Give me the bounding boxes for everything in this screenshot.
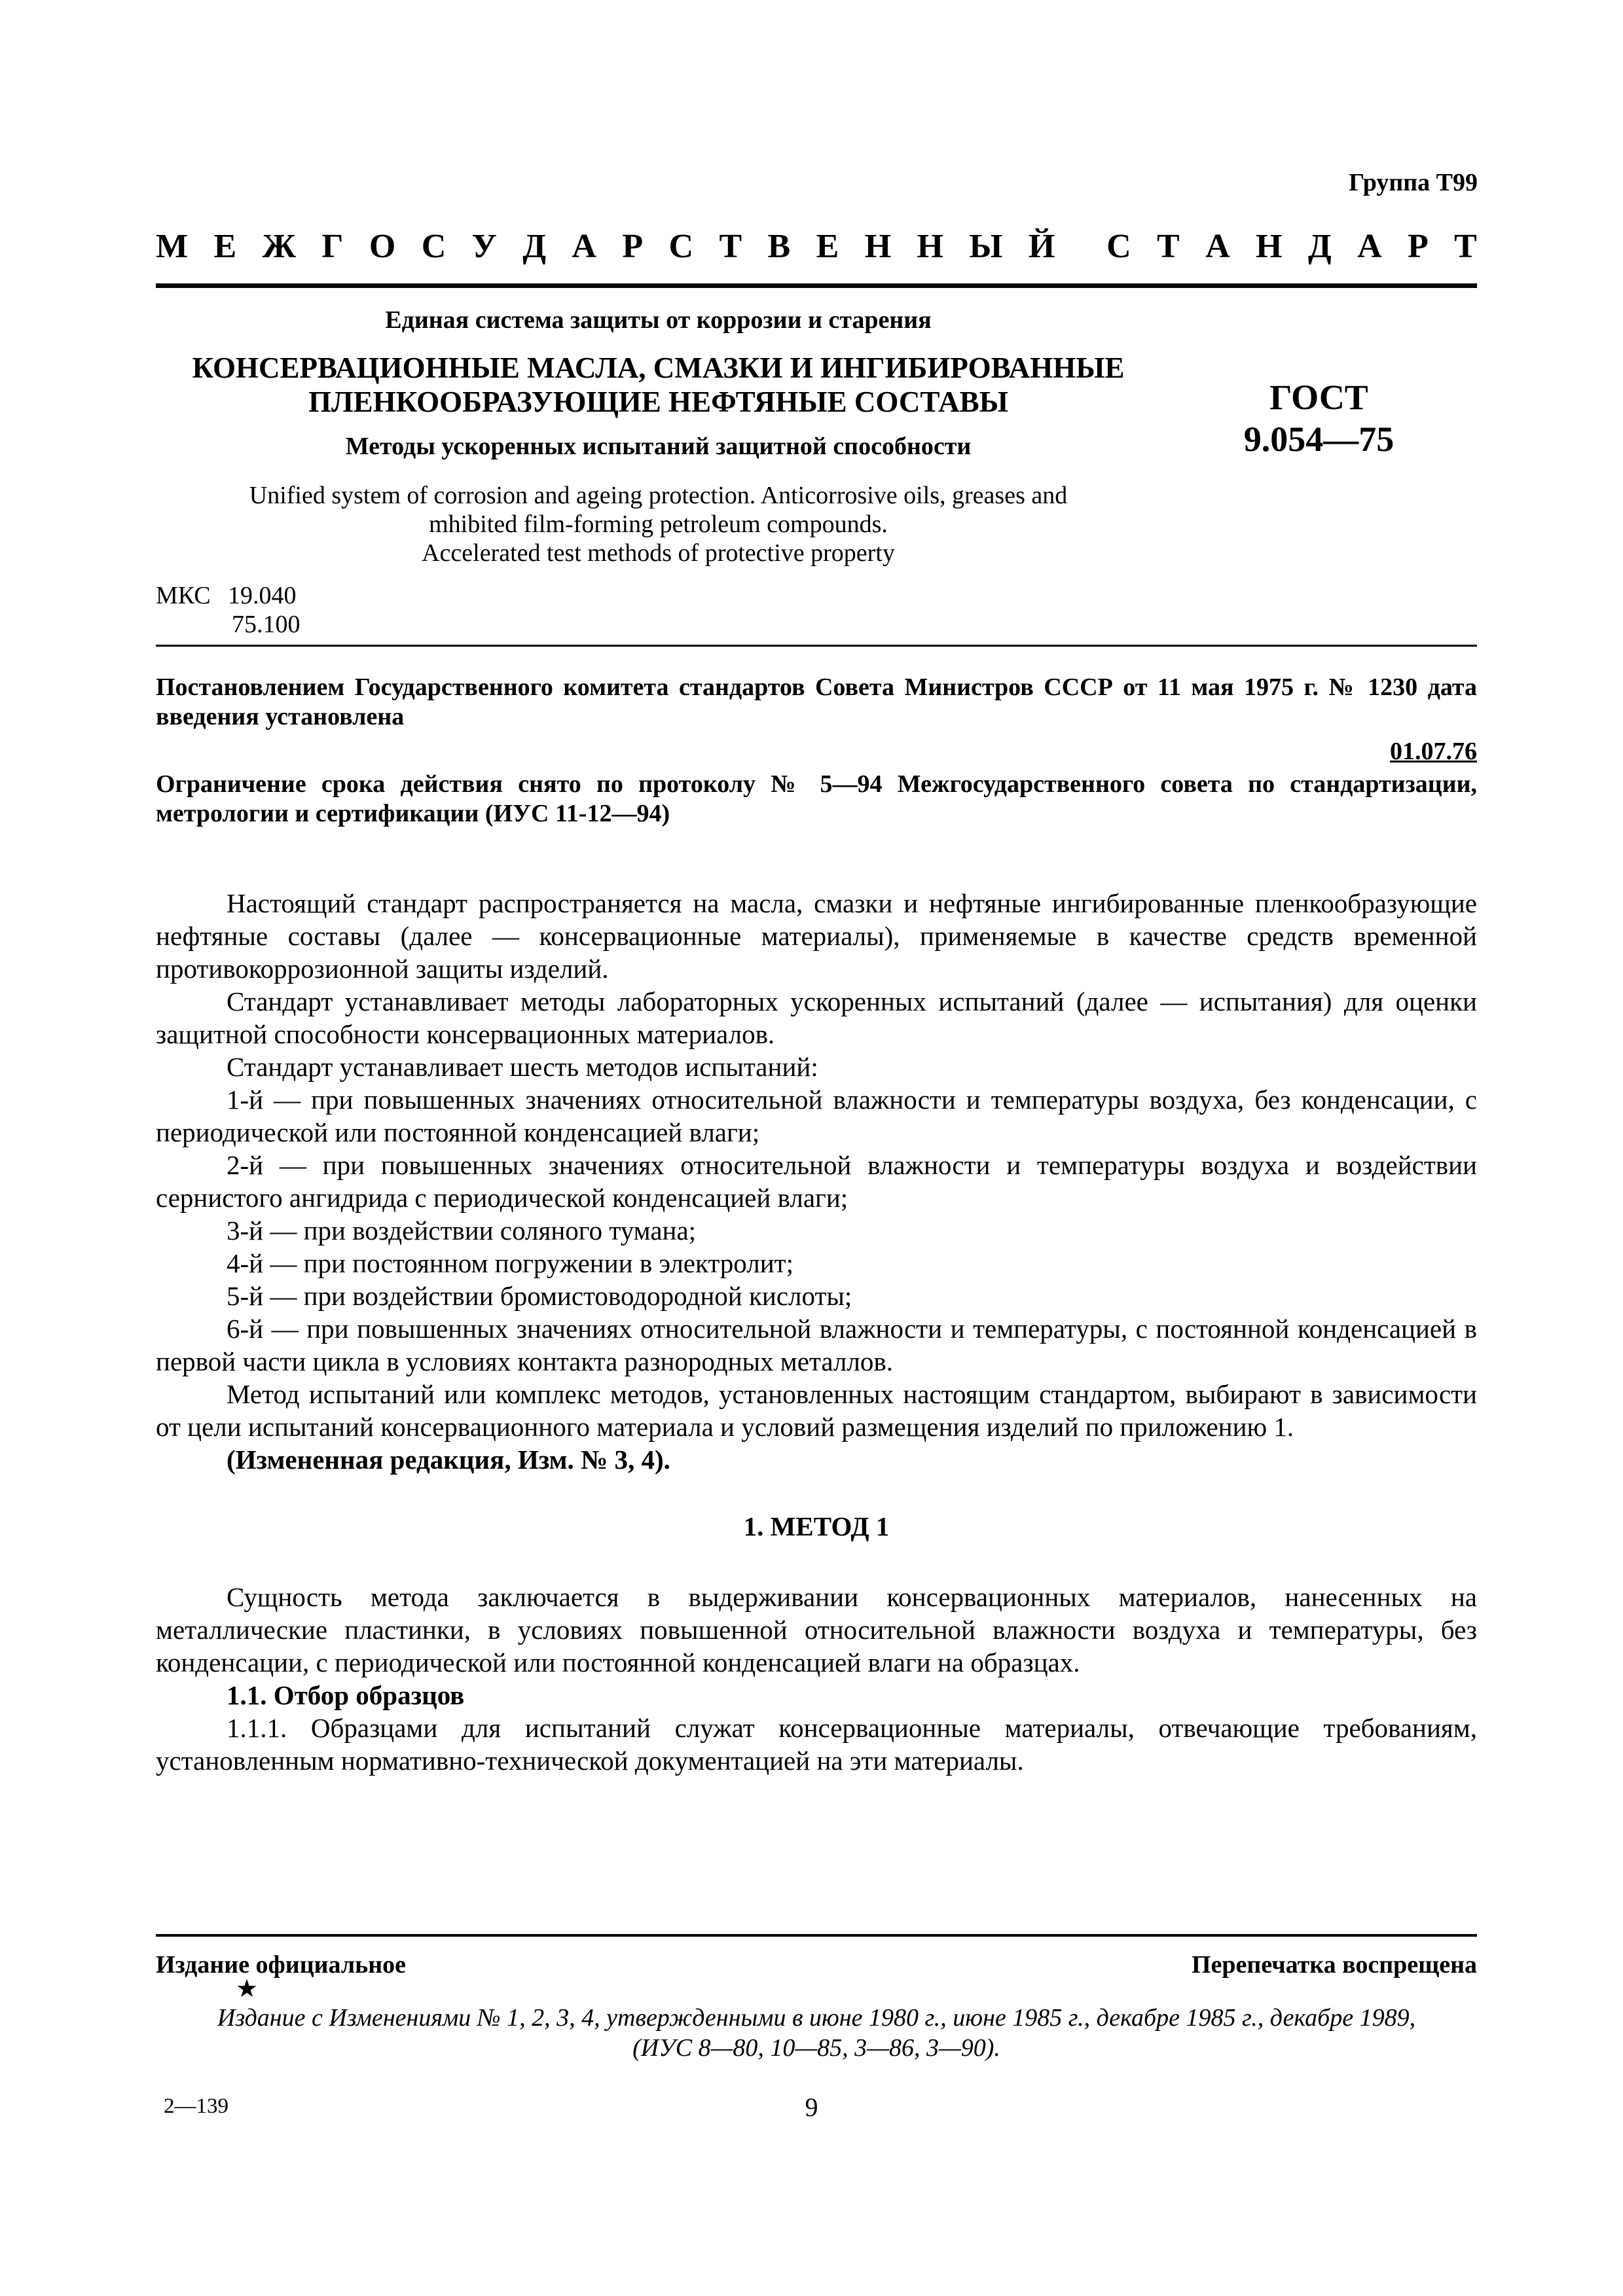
- header-rule: [156, 283, 1477, 288]
- section-heading: 1. МЕТОД 1: [743, 1511, 890, 1541]
- banner-letter: Д: [522, 228, 546, 265]
- banner-letter: М: [156, 228, 189, 265]
- banner-letter: Г: [321, 228, 344, 265]
- series-title: Единая система защиты от коррозии и старения: [385, 306, 932, 334]
- edition-note-line: Издание с Изменениями № 1, 2, 3, 4, утвержденными в июне 1980 г., июне 1985 г., декабре 1985 г., декабре 1989,: [217, 2004, 1416, 2032]
- footer-rule: [156, 1934, 1477, 1937]
- banner-letter: А: [572, 228, 596, 265]
- method-item: 2-й — при повышенных значениях относительной влажности и температуры воздуха и воздействии сернистого ангидрида с периодической конденсацией влаги;: [156, 1150, 1477, 1213]
- mks-label: МКС: [156, 582, 211, 609]
- edition-note: [156, 2003, 1477, 2063]
- banner-letter: С: [668, 228, 694, 265]
- group-label: Группа Т99: [1348, 169, 1478, 196]
- banner-letter: Ы: [969, 228, 1003, 265]
- banner-letter: Д: [1307, 228, 1332, 265]
- limitation-note: Ограничение срока действия снято по протоколу № 5—94 Межгосударственного совета по стандартизации, метрологии и сертификации (ИУС 11-12—94): [156, 770, 1477, 827]
- document-body: [156, 887, 1477, 1777]
- banner-letter: Е: [213, 228, 237, 265]
- page-number: 9: [805, 2092, 818, 2122]
- paragraph: Стандарт устанавливает шесть методов испытаний:: [227, 1052, 818, 1082]
- gost-label: ГОСТ: [1269, 378, 1368, 417]
- gost-number: 9.054—75: [1243, 420, 1395, 459]
- english-title: [156, 481, 1161, 567]
- paragraph: Настоящий стандарт распространяется на масла, смазки и нефтяные ингибированные пленкообразующие нефтяные составы (далее — консервационные материалы), применяемые в качестве средств временной противокоррозионной защиты изделий.: [156, 888, 1477, 984]
- subsection-heading: 1.1. Отбор образцов: [227, 1680, 465, 1710]
- banner-letter: Т: [719, 228, 742, 265]
- paragraph: Метод испытаний или комплекс методов, установленных настоящим стандартом, выбирают в зависимости от цели испытаний консервационного материала и условий размещения изделий по приложению 1.: [156, 1379, 1477, 1442]
- english-title-line: Accelerated test methods of protective property: [422, 539, 895, 567]
- banner-letter: Е: [816, 228, 839, 265]
- english-title-line: Unified system of corrosion and ageing protection. Anticorrosive oils, greases and: [249, 482, 1068, 509]
- banner-letter: У: [471, 228, 497, 265]
- gost-designation: [1161, 376, 1477, 460]
- star-icon: ★: [236, 1975, 259, 2003]
- banner-letter: Т: [1454, 228, 1477, 265]
- paragraph: 1.1.1. Образцами для испытаний служат консервационные материалы, отвечающие требованиям, установленным нормативно-технической документацией на эти материалы.: [156, 1713, 1477, 1776]
- method-item: 3-й — при воздействии соляного тумана;: [227, 1215, 697, 1246]
- official-edition-label: Издание официальное: [156, 1951, 407, 1979]
- introduction-date: 01.07.76: [1390, 738, 1477, 765]
- method-item: 4-й — при постоянном погружении в электролит;: [227, 1248, 793, 1278]
- edition-note-line: (ИУС 8—80, 10—85, 3—86, 3—90).: [632, 2034, 1000, 2062]
- banner-letter: А: [1357, 228, 1382, 265]
- title-block-rule: [156, 645, 1477, 647]
- english-title-line: mhibited film-forming petroleum compounds.: [429, 511, 888, 538]
- title-line: КОНСЕРВАЦИОННЫЕ МАСЛА, СМАЗКИ И ИНГИБИРОВАННЫЕ: [192, 351, 1125, 384]
- paragraph: Сущность метода заключается в выдерживании консервационных материалов, нанесенных на металлические пластинки, в условиях повышенной относительной влажности воздуха и температуры, без конденсации, с периодической или постоянной конденсацией влаги на образцах.: [156, 1582, 1477, 1677]
- document-subtitle: Методы ускоренных испытаний защитной способности: [345, 433, 972, 460]
- paragraph: Стандарт устанавливает методы лабораторных ускоренных испытаний (далее — испытания) для оценки защитной способности консервационных материалов.: [156, 986, 1477, 1049]
- reprint-prohibited-label: Перепечатка воспрещена: [1191, 1951, 1477, 1979]
- mks-code: 75.100: [232, 611, 301, 638]
- banner-letter: Н: [917, 228, 943, 265]
- print-code: 2—139: [164, 2094, 228, 2118]
- mks-codes: [228, 581, 301, 639]
- amendment-note: (Измененная редакция, Изм. № 3, 4).: [227, 1444, 670, 1475]
- decree-text: Постановлением Государственного комитета стандартов Совета Министров СССР от 11 мая 1975 г. № 1230 дата введения установлена: [156, 673, 1477, 730]
- banner-letter: С: [421, 228, 447, 265]
- interstate-standard-banner: [156, 227, 1477, 266]
- banner-letter: А: [1205, 228, 1230, 265]
- method-item: 1-й — при повышенных значениях относительной влажности и температуры воздуха, без конденсации, с периодической или постоянной конденсацией влаги;: [156, 1085, 1477, 1147]
- banner-letter: С: [1106, 228, 1131, 265]
- banner-letter: Т: [1157, 228, 1180, 265]
- title-line: ПЛЕНКООБРАЗУЮЩИЕ НЕФТЯНЫЕ СОСТАВЫ: [308, 386, 1008, 418]
- banner-letter: Р: [622, 228, 644, 265]
- banner-letter: О: [369, 228, 396, 265]
- banner-letter: Ж: [262, 228, 296, 265]
- banner-letter: Й: [1028, 228, 1055, 265]
- document-title: [156, 351, 1161, 419]
- mks-code: 19.040: [228, 582, 297, 609]
- method-item: 5-й — при воздействии бромистоводородной кислоты;: [227, 1281, 852, 1311]
- banner-letter: Н: [864, 228, 892, 265]
- banner-letter: В: [767, 228, 791, 265]
- banner-letter: Р: [1408, 228, 1429, 265]
- method-item: 6-й — при повышенных значениях относительной влажности и температуры, с постоянной конденсацией в первой части цикла в условиях контакта разнородных металлов.: [156, 1314, 1477, 1376]
- banner-letter: Н: [1256, 228, 1283, 265]
